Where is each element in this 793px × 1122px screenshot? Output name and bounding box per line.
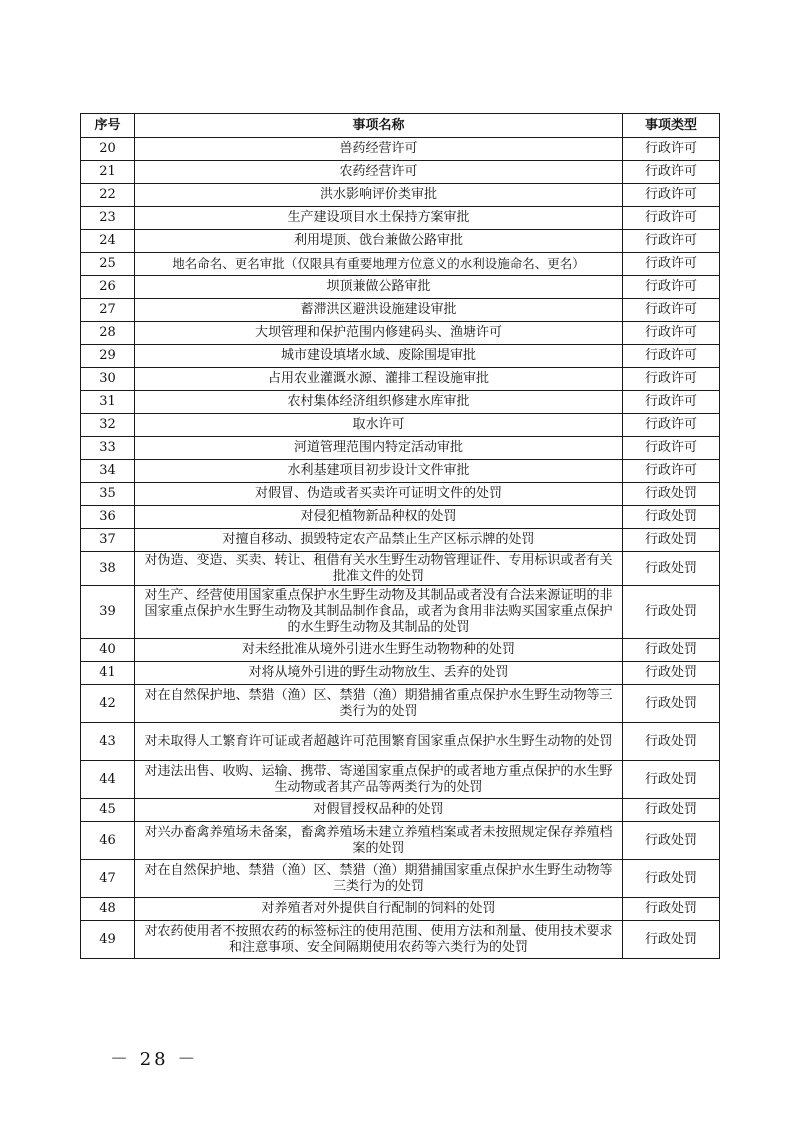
row-name: 取水许可: [135, 414, 623, 437]
row-name: 对假冒、伪造或者买卖许可证明文件的处罚: [135, 483, 623, 506]
row-no: 30: [81, 368, 135, 391]
row-type: 行政许可: [623, 391, 720, 414]
row-no: 29: [81, 345, 135, 368]
row-no: 42: [81, 685, 135, 723]
row-name: 对将从境外引进的野生动物放生、丢弃的处罚: [135, 662, 623, 685]
table-row: [81, 761, 720, 799]
row-type: 行政处罚: [623, 860, 720, 898]
row-type: 行政许可: [623, 345, 720, 368]
table-row: [81, 662, 720, 685]
row-no: 49: [81, 921, 135, 959]
table-header-row: [81, 114, 720, 138]
row-name: 蓄滞洪区避洪设施建设审批: [135, 299, 623, 322]
row-type: 行政许可: [623, 253, 720, 276]
row-type: 行政处罚: [623, 723, 720, 761]
row-no: 46: [81, 822, 135, 860]
table-row: [81, 506, 720, 529]
table-row: [81, 822, 720, 860]
row-no: 47: [81, 860, 135, 898]
table-row: [81, 529, 720, 552]
row-type: 行政许可: [623, 414, 720, 437]
row-no: 20: [81, 138, 135, 161]
row-no: 38: [81, 552, 135, 586]
row-name: 大坝管理和保护范围内修建码头、渔塘许可: [135, 322, 623, 345]
row-type: 行政处罚: [623, 662, 720, 685]
table-row: [81, 391, 720, 414]
row-type: 行政许可: [623, 161, 720, 184]
table-row: [81, 184, 720, 207]
row-no: 37: [81, 529, 135, 552]
row-name: 对伪造、变造、买卖、转让、租借有关水生野生动物管理证件、专用标识或者有关批准文件的处罚: [135, 552, 623, 586]
row-name: 农村集体经济组织修建水库审批: [135, 391, 623, 414]
table-row: [81, 276, 720, 299]
row-no: 40: [81, 639, 135, 662]
table-row: [81, 230, 720, 253]
table-row: [81, 921, 720, 959]
table-row: [81, 161, 720, 184]
row-type: 行政处罚: [623, 822, 720, 860]
row-name: 对假冒授权品种的处罚: [135, 799, 623, 822]
row-no: 25: [81, 253, 135, 276]
row-name: 地名命名、更名审批（仅限具有重要地理方位意义的水利设施命名、更名）: [135, 253, 623, 276]
row-name: 对未经批准从境外引进水生野生动物物种的处罚: [135, 639, 623, 662]
row-no: 45: [81, 799, 135, 822]
row-type: 行政处罚: [623, 529, 720, 552]
table-row: [81, 799, 720, 822]
table-row: [81, 460, 720, 483]
table-row: [81, 639, 720, 662]
table-row: [81, 483, 720, 506]
table-row: [81, 552, 720, 586]
row-name: 对在自然保护地、禁猎（渔）区、禁猎（渔）期猎捕省重点保护水生野生动物等三类行为的处罚: [135, 685, 623, 723]
row-name: 兽药经营许可: [135, 138, 623, 161]
table-row: [81, 723, 720, 761]
row-type: 行政许可: [623, 138, 720, 161]
row-name: 占用农业灌溉水源、灌排工程设施审批: [135, 368, 623, 391]
row-no: 32: [81, 414, 135, 437]
row-no: 27: [81, 299, 135, 322]
table-row: [81, 368, 720, 391]
row-name: 对擅自移动、损毁特定农产品禁止生产区标示牌的处罚: [135, 529, 623, 552]
row-name: 对违法出售、收购、运输、携带、寄递国家重点保护的或者地方重点保护的水生野生动物或者其产品等两类行为的处罚: [135, 761, 623, 799]
row-no: 31: [81, 391, 135, 414]
table-row: [81, 345, 720, 368]
table-row: [81, 253, 720, 276]
row-no: 26: [81, 276, 135, 299]
row-name: 对在自然保护地、禁猎（渔）区、禁猎（渔）期猎捕国家重点保护水生野生动物等三类行为的处罚: [135, 860, 623, 898]
row-no: 24: [81, 230, 135, 253]
header-no: 序号: [81, 114, 135, 138]
row-type: 行政处罚: [623, 685, 720, 723]
row-no: 28: [81, 322, 135, 345]
row-no: 48: [81, 898, 135, 921]
row-type: 行政许可: [623, 460, 720, 483]
header-name: 事项名称: [135, 114, 623, 138]
row-type: 行政处罚: [623, 761, 720, 799]
row-name: 对侵犯植物新品种权的处罚: [135, 506, 623, 529]
row-type: 行政许可: [623, 276, 720, 299]
table-row: [81, 898, 720, 921]
row-name: 对农药使用者不按照农药的标签标注的使用范围、使用方法和剂量、使用技术要求和注意事项、安全间隔期使用农药等六类行为的处罚: [135, 921, 623, 959]
row-name: 农药经营许可: [135, 161, 623, 184]
row-no: 33: [81, 437, 135, 460]
row-no: 22: [81, 184, 135, 207]
row-name: 水利基建项目初步设计文件审批: [135, 460, 623, 483]
row-type: 行政许可: [623, 322, 720, 345]
row-type: 行政处罚: [623, 921, 720, 959]
row-type: 行政许可: [623, 207, 720, 230]
table-row: [81, 322, 720, 345]
row-no: 43: [81, 723, 135, 761]
table-row: [81, 299, 720, 322]
row-type: 行政处罚: [623, 898, 720, 921]
row-name: 对生产、经营使用国家重点保护水生野生动物及其制品或者没有合法来源证明的非国家重点保护水生野生动物及其制品制作食品，或者为食用非法购买国家重点保护的水生野生动物及其制品的处罚: [135, 586, 623, 639]
row-no: 39: [81, 586, 135, 639]
page-number: － 28 －: [110, 1049, 199, 1070]
table-row: [81, 207, 720, 230]
row-type: 行政许可: [623, 437, 720, 460]
row-name: 生产建设项目水土保持方案审批: [135, 207, 623, 230]
row-name: 对兴办畜禽养殖场未备案，畜禽养殖场未建立养殖档案或者未按照规定保存养殖档案的处罚: [135, 822, 623, 860]
row-name: 城市建设填堵水域、废除围堤审批: [135, 345, 623, 368]
row-type: 行政处罚: [623, 552, 720, 586]
table-row: [81, 685, 720, 723]
row-no: 36: [81, 506, 135, 529]
items-table: [80, 113, 720, 959]
row-type: 行政许可: [623, 299, 720, 322]
row-type: 行政处罚: [623, 639, 720, 662]
row-name: 利用堤顶、戗台兼做公路审批: [135, 230, 623, 253]
row-type: 行政处罚: [623, 506, 720, 529]
table-row: [81, 586, 720, 639]
row-name: 对未取得人工繁育许可证或者超越许可范围繁育国家重点保护水生野生动物的处罚: [135, 723, 623, 761]
row-name: 河道管理范围内特定活动审批: [135, 437, 623, 460]
header-type: 事项类型: [623, 114, 720, 138]
row-no: 34: [81, 460, 135, 483]
row-type: 行政处罚: [623, 483, 720, 506]
row-type: 行政许可: [623, 230, 720, 253]
row-no: 23: [81, 207, 135, 230]
row-no: 21: [81, 161, 135, 184]
table-row: [81, 414, 720, 437]
table-row: [81, 138, 720, 161]
row-no: 35: [81, 483, 135, 506]
row-name: 洪水影响评价类审批: [135, 184, 623, 207]
row-name: 坝顶兼做公路审批: [135, 276, 623, 299]
table-row: [81, 437, 720, 460]
row-name: 对养殖者对外提供自行配制的饲料的处罚: [135, 898, 623, 921]
row-no: 44: [81, 761, 135, 799]
row-type: 行政许可: [623, 368, 720, 391]
row-no: 41: [81, 662, 135, 685]
row-type: 行政处罚: [623, 586, 720, 639]
table-row: [81, 860, 720, 898]
row-type: 行政处罚: [623, 799, 720, 822]
row-type: 行政许可: [623, 184, 720, 207]
